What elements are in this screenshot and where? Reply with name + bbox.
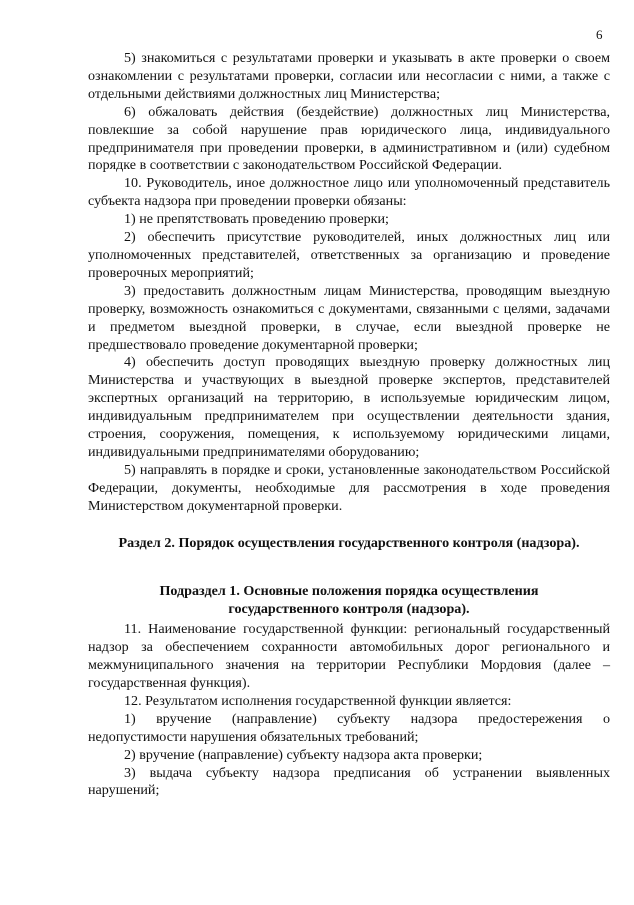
page-number: 6: [596, 27, 603, 42]
document-body: [88, 50, 610, 800]
paragraph: 1) вручение (направление) субъекту надзора предостережения о недопустимости нарушения обязательных требований;: [88, 710, 610, 745]
paragraph: 5) направлять в порядке и сроки, установленные законодательством Российской Федерации, документы, необходимые для рассмотрения в ходе проведения Министерством документарной проверки.: [88, 461, 610, 514]
paragraph: 3) выдача субъекту надзора предписания об устранении выявленных нарушений;: [88, 764, 610, 799]
paragraph: 4) обеспечить доступ проводящих выездную проверку должностных лиц Министерства и участвующих в выездной проверке экспертов, представителей экспертных организаций на территорию, в используемые юридическим лицом, индивидуальным предпринимателем при осуществлении деятельности здания, строения, сооружения, помещения, к используемому юридическими лицами, индивидуальными предпринимателями оборудованию;: [88, 354, 610, 460]
paragraph: 10. Руководитель, иное должностное лицо или уполномоченный представитель субъекта надзора при проведении проверки обязаны:: [88, 175, 610, 210]
paragraph: 1) не препятствовать проведению проверки;: [124, 211, 389, 228]
paragraph: 6) обжаловать действия (бездействие) должностных лиц Министерства, повлекшие за собой нарушение прав юридического лица, индивидуального предпринимателя при проведении проверки, в административном и (или) судебном порядке в соответствии с законодательством Российской Федерации.: [88, 103, 610, 174]
paragraph: 5) знакомиться с результатами проверки и указывать в акте проверки о своем ознакомлении с результатами проверки, согласии или несогласии с ними, а также с отдельными действиями должностных лиц Министерства;: [88, 50, 610, 102]
paragraph: 12. Результатом исполнения государственной функции является:: [124, 692, 512, 709]
paragraph: 2) обеспечить присутствие руководителей, иных должностных лиц или уполномоченных представителей, ответственных за организацию и проведение проверочных мероприятий;: [88, 229, 610, 281]
paragraph: 2) вручение (направление) субъекту надзора акта проверки;: [124, 746, 483, 763]
section-body: [88, 621, 610, 800]
paragraph: 3) предоставить должностным лицам Министерства, проводящим выездную проверку, возможность ознакомиться с документами, связанными с целями, задачами и предметом выездной проверки, в случае, если выездной проверке не предшествовало проведение документарной проверки;: [88, 282, 610, 353]
paragraph: 11. Наименование государственной функции: региональный государственный надзор за обеспечением сохранности автомобильных дорог регионального и межмуниципального значения на территории Республики Мордовия (далее – государственная функция).: [88, 621, 610, 691]
subsection-heading: Подраздел 1. Основные положения порядка осуществления государственного контроля (надзора).: [159, 583, 539, 618]
section-heading: Раздел 2. Порядок осуществления государственного контроля (надзора).: [118, 534, 580, 551]
